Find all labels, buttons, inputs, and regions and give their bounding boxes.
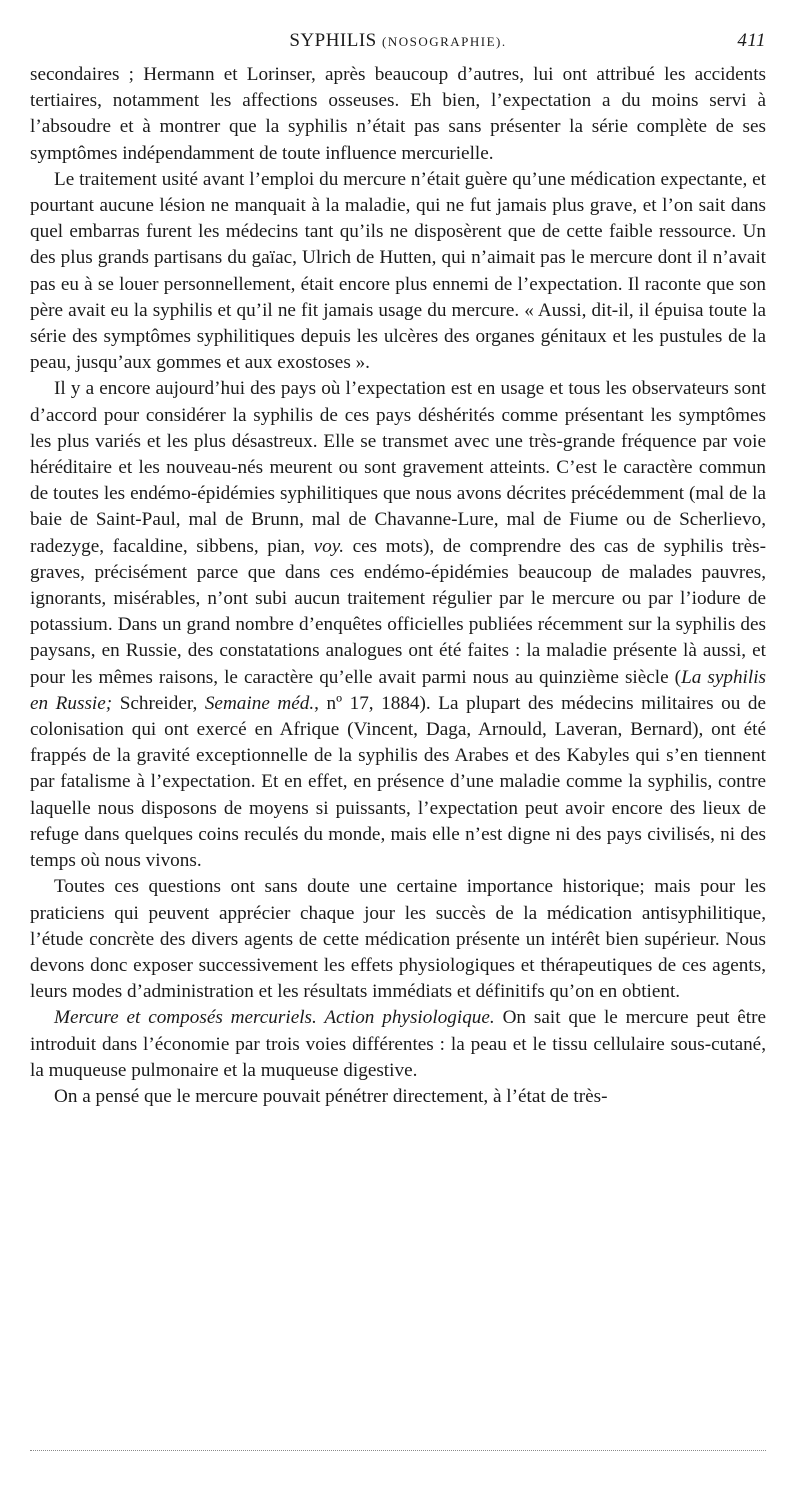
text-span: ces mots), de comprendre des cas de syphilis très-graves, précisément parce que dans ces endémo-épidémies beaucoup de malades pauvres, ignorants, misérables, n’ont subi aucun traitement régulier par le mercure ou par l’iodure de potassium. Dans un grand nombre d’enquêtes officielles publiées récemment sur la syphilis des paysans, en Russie, des constatations analogues ont été faites : la maladie présente là aussi, et pour les mêmes raisons, le caractère qu’elle avait parmi nous au quinzième siècle ( <box>30 535 766 688</box>
italic-text-span: voy. <box>313 535 345 557</box>
running-title-main: SYPHILIS <box>289 30 377 51</box>
page-number: 411 <box>737 30 766 51</box>
text-span: On sait que le mercure peut être introduit dans l’économie par trois voies différentes : la peau et le tissu cellulaire sous-cutané, la muqueuse pulmonaire et la muqueuse digestive. <box>30 1007 767 1081</box>
running-head <box>30 26 766 60</box>
text-span: Il y a encore aujourd’hui des pays où l’expectation est en usage et tous les observateurs sont d’accord pour considérer la syphilis de ces pays déshérités comme présentant les symptômes les plus variés et les plus désastreux. Elle se transmet avec une très-grande fréquence par voie héréditaire et les nouveau-nés meurent ou sont gravement atteints. C’est le caractère commun de toutes les endémo-épidémies syphilitiques que nous avons décrites précédemment (mal de la baie de Saint-Paul, mal de Brunn, mal de Chavanne-Lure, mal de Fiume ou de Scherlievo, radezyge, facaldine, sibbens, pian, <box>30 378 766 557</box>
paragraph <box>30 874 766 1005</box>
paragraph <box>30 62 766 167</box>
text-span: Schreider, <box>112 692 205 714</box>
paragraph <box>30 1005 766 1084</box>
body-text <box>30 62 766 1110</box>
text-span: Le traitement usité avant l’emploi du mercure n’était guère qu’une médication expectante, et pourtant aucune lésion ne manquait à la maladie, qui ne fut jamais plus grave, et l’on sait dans quel embarras furent les médecins tant qu’ils ne disposèrent que de cette faible ressource. Un des plus grands partisans du gaïac, Ulrich de Hutten, qui n’aimait pas le mercure dont il n’avait pas eu à se louer personnellement, était encore plus ennemi de l’expectation. Il raconte que son père avait eu la syphilis et qu’il ne fit jamais usage du mercure. « Aussi, dit-il, il épuisa toute la série des symptômes syphilitiques depuis les ulcères des organes génitaux et les pustules de la peau, jusqu’aux gommes et aux exostoses ». <box>30 168 766 374</box>
italic-text-span: La syphilis en Russie; <box>30 666 767 714</box>
running-title-subtitle: (NOSOGRAPHIE). <box>382 34 507 49</box>
paragraph <box>30 167 766 377</box>
italic-text-span: Mercure et composés mercuriels. Action physiologique. <box>54 1007 495 1029</box>
paragraph <box>30 1084 766 1110</box>
text-span: , nº 17, 1884). La plupart des médecins militaires ou de colonisation qui ont exercé en Afrique (Vincent, Daga, Arnould, Laveran, Bernard), ont été frappés de la gravité exceptionnelle de la syphilis des Arabes et des Kabyles qui s’en tiennent par fatalisme à l’expectation. Et en effet, en présence d’une maladie comme la syphilis, contre laquelle nous disposons de moyens si puissants, l’expectation peut avoir encore des lieux de refuge dans quelques coins reculés du monde, mais elle n’est digne ni des pays civilisés, ni des temps où nous vivons. <box>30 692 766 872</box>
italic-text-span: Semaine méd. <box>204 692 315 714</box>
text-span: secondaires ; Hermann et Lorinser, après beaucoup d’autres, lui ont attribué les accidents tertiaires, notamment les affections osseuses. Eh bien, l’expectation a du moins servi à l’absoudre et à montrer que la syphilis n’était pas sans présenter la série complète de ses symptômes indépendamment de toute influence mercurielle. <box>30 64 766 164</box>
footer-rule <box>30 1450 766 1451</box>
running-title <box>30 30 766 52</box>
text-span: On a pensé que le mercure pouvait pénétrer directement, à l’état de très- <box>54 1085 608 1107</box>
paragraph <box>30 376 766 874</box>
text-span: Toutes ces questions ont sans doute une certaine importance historique; mais pour les praticiens qui peuvent apprécier chaque jour les succès de la médication antisyphilitique, l’étude concrète des divers agents de cette médication présente un intérêt bien supérieur. Nous devons donc exposer successivement les effets physiologiques et thérapeutiques de ces agents, leurs modes d’administration et les résultats immédiats et définitifs qu’on en obtient. <box>30 876 766 1003</box>
